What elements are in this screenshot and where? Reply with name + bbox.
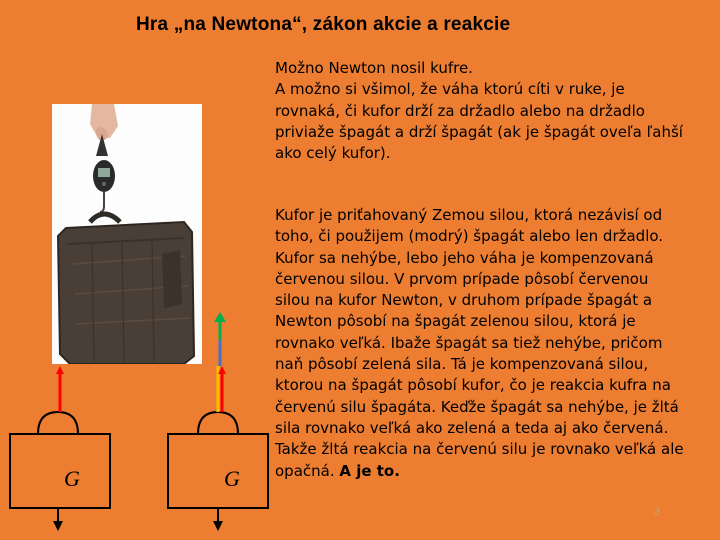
intro-paragraph — [275, 58, 715, 164]
text-line-final — [275, 461, 715, 482]
slide-title: Hra „na Newtona“, zákon akcie a reakcie — [136, 14, 511, 35]
left-handle — [38, 412, 78, 434]
text-line: priviaže špagát a drží špagát (ak je špagát oveľa ľahší — [275, 122, 683, 141]
text-line: Kufor sa nehýbe, lebo jeho váha je kompenzovaná — [275, 248, 654, 267]
final-bold-text: A je to. — [339, 461, 400, 480]
text-line: Možno Newton nosil kufre. — [275, 59, 473, 77]
text-line: ako celý kufor). — [275, 144, 391, 163]
force-diagram — [0, 300, 275, 540]
text-line: Kufor je priťahovaný Zemou silou, ktorá nezávisí od — [275, 206, 663, 224]
page-number: 3 — [654, 506, 661, 518]
text-line: Takže žltá reakcia na červenú silu je rovnako veľká ale — [275, 440, 684, 459]
text-line: rovnaká, či kufor drží za držadlo alebo na držadlo — [275, 101, 645, 120]
right-suitcase-diagram — [168, 312, 268, 526]
text-line: A možno si všimol, že váha ktorú cíti v ruke, je — [275, 80, 625, 99]
text-line: ktorou na špagát pôsobí kufor, čo je reakcia kufra na — [275, 376, 671, 395]
green-arrowhead — [214, 312, 226, 322]
left-box — [10, 434, 110, 508]
right-handle — [198, 412, 238, 434]
text-line: Newton pôsobí na špagát zelenou silou, ktorá je — [275, 312, 636, 331]
text-line: červenou silou. V prvom prípade pôsobí červenou — [275, 269, 649, 288]
text-line: silou na kufor Newton, v druhom prípade špagát a — [275, 291, 653, 310]
text-line: toho, či použijem (modrý) špagát alebo len držadlo. — [275, 227, 664, 246]
left-gravity-label: G — [64, 466, 80, 491]
text-line: červenú silu špagáta. Keďže špagát sa nehýbe, je žltá — [275, 397, 679, 416]
left-suitcase-diagram — [10, 370, 110, 526]
explanation-paragraph — [275, 205, 715, 482]
right-box — [168, 434, 268, 508]
text-line: naň pôsobí zelená sila. Tá je kompenzovaná silou, — [275, 355, 649, 374]
text-line: sila rovnako veľká ako zelená a teda aj ako červená. — [275, 418, 669, 437]
final-text: opačná. — [275, 461, 340, 480]
right-gravity-label: G — [224, 466, 240, 491]
text-line: rovnako veľká. Ibaže špagát sa tiež nehýbe, pričom — [275, 333, 663, 352]
